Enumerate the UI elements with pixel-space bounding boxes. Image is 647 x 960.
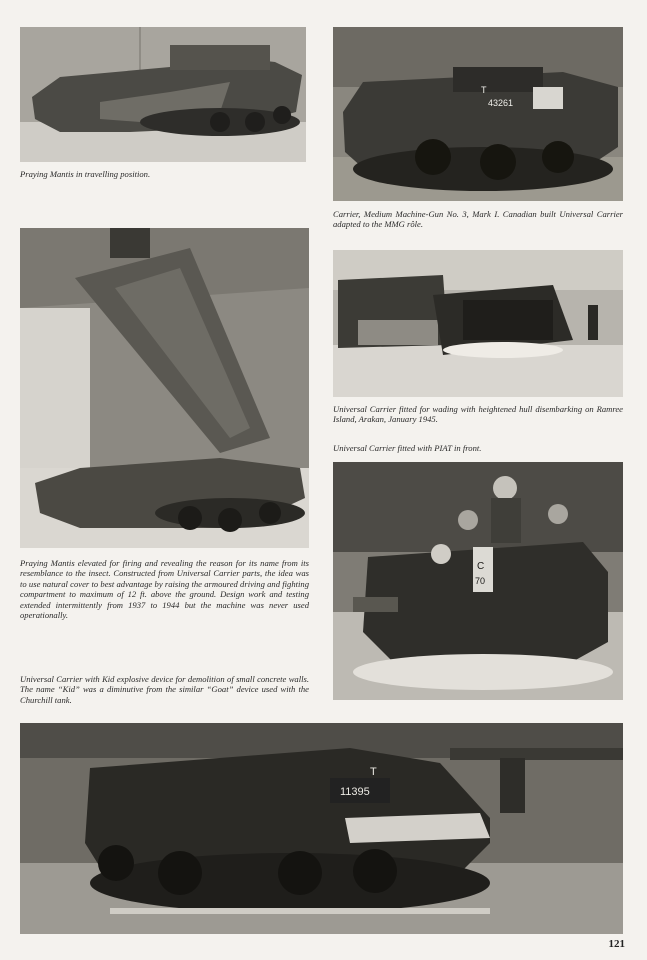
caption-kid: Universal Carrier with Kid explosive device for demolition of small concrete walls. The name “Kid” was a diminutive from the similar “Goat” device used with the Churchill tank. (20, 674, 309, 705)
photo-mmg-carrier (333, 27, 623, 201)
caption-mantis-travel: Praying Mantis in travelling position. (20, 169, 151, 179)
piat-plate-letter: C (477, 561, 485, 572)
kid-letter-mark: T (370, 766, 377, 778)
caption-wading: Universal Carrier fitted for wading with heightened hull disembarking on Ramree Island, Arakan, January 1945. (333, 404, 623, 425)
page-number: 121 (608, 938, 625, 950)
photo-kid-carrier (20, 723, 623, 934)
photo-mantis-elevated (20, 228, 309, 548)
mmg-letter-mark: T (481, 85, 487, 95)
photo-piat-carrier (333, 462, 623, 700)
mmg-hull-number: 43261 (488, 98, 514, 108)
caption-mmg-carrier: Carrier, Medium Machine-Gun No. 3, Mark I. Canadian built Universal Carrier adapted to the MMG rôle. (333, 209, 623, 230)
photo-mantis-travelling (20, 27, 306, 162)
kid-hull-number: 11395 (340, 786, 370, 798)
caption-piat: Universal Carrier fitted with PIAT in front. (333, 443, 482, 453)
photo-wading-carrier (333, 250, 623, 397)
caption-mantis-elevated: Praying Mantis elevated for firing and revealing the reason for its name from its resemblance to the insect. Constructed from Universal Carrier parts, the idea was to use natural cover to best advantage by raising the armoured driving and fighting compartment to maximum of 12 ft. above the ground. Design work and testing extended intermittently from 1937 to 1944 but the machine was never used operationally. (20, 558, 309, 621)
piat-plate-number: 70 (475, 576, 486, 586)
